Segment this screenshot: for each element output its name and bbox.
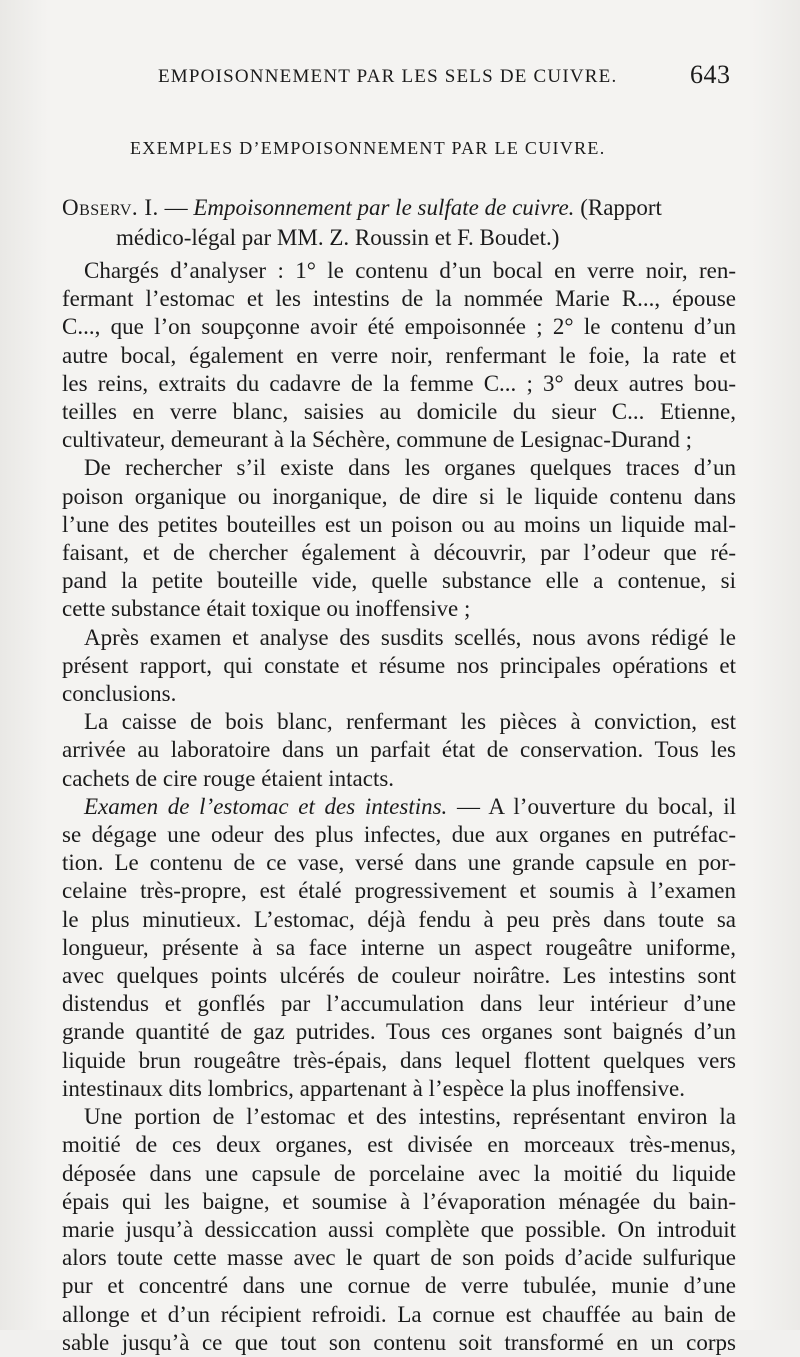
paragraph: [62, 624, 736, 709]
text-line: liquide brun rougeâtre très-épais, dans lequel flottent quelques vers: [62, 1047, 736, 1073]
paragraph: [62, 708, 736, 793]
observation-title: Empoisonnement par le sulfate de cuivre.: [193, 195, 575, 220]
text-line: longueur, présente à sa face interne un aspect rougeâtre uniforme,: [62, 934, 736, 960]
text-line: alors toute cette masse avec le quart de son poids d’acide sulfurique: [62, 1245, 736, 1271]
text-line: le plus minutieux. L’estomac, déjà fendu à peu près dans toute sa: [62, 906, 736, 932]
text-line: autre bocal, également en verre noir, renfermant le foie, la rate et: [62, 342, 736, 368]
page-number: 643: [690, 60, 731, 89]
text-line: allonge et d’un récipient refroidi. La cornue est chauffée au bain de: [62, 1301, 736, 1327]
observation-line-1: [62, 193, 736, 223]
text-line: pand la petite bouteille vide, quelle substance elle a contenue, si: [62, 568, 736, 594]
text-line: [62, 793, 736, 821]
section-heading: EXEMPLES D’EMPOISONNEMENT PAR LE CUIVRE.: [130, 138, 606, 158]
italic-lead: Examen de l’estomac et des intestins.: [84, 793, 448, 819]
paragraph: [62, 454, 736, 623]
running-head: EMPOISONNEMENT PAR LES SELS DE CUIVRE.: [158, 66, 618, 87]
text-line: tion. Le contenu de ce vase, versé dans une grande capsule en por-: [62, 850, 736, 876]
text-line: sable jusqu’à ce que tout son contenu soit transformé en un corps: [62, 1329, 736, 1355]
text-line: se dégage une odeur des plus infectes, due aux organes en putréfac-: [62, 822, 736, 848]
lead-rest: — A l’ouverture du bocal, il: [447, 793, 736, 819]
text-line: grande quantité de gaz putrides. Tous ces organes sont baignés d’un: [62, 1019, 736, 1045]
text-line: Une portion de l’estomac et des intestins, représentant environ la: [84, 1104, 736, 1130]
text-line: distendus et gonflés par l’accumulation dans leur intérieur d’une: [62, 991, 736, 1017]
text-line: Après examen et analyse des susdits scellés, nous avons rédigé le: [84, 624, 736, 650]
text-line: faisant, et de chercher également à découvrir, par l’odeur que ré-: [62, 540, 736, 566]
observation-label: Observ. I.: [62, 195, 159, 220]
observation-line1-rest: (Rapport: [574, 195, 662, 220]
text-line: conclusions.: [62, 681, 177, 707]
observation-heading: [62, 193, 736, 253]
body-text: [62, 257, 736, 1357]
text-line: teilles en verre blanc, saisies au domicile du sieur C... Etienne,: [62, 399, 736, 425]
text-line: les reins, extraits du cadavre de la femme C... ; 3° deux autres bou-: [62, 370, 736, 396]
text-line: cette substance était toxique ou inoffensive ;: [62, 596, 471, 622]
text-line: De rechercher s’il existe dans les organes quelques traces d’un: [84, 455, 736, 481]
observation-dash: —: [158, 195, 194, 220]
text-line: avec quelques points ulcérés de couleur noirâtre. Les intestins sont: [62, 963, 736, 989]
text-line: cultivateur, demeurant à la Séchère, commune de Lesignac-Durand ;: [62, 427, 693, 453]
text-line: marie jusqu’à dessiccation aussi complète que possible. On introduit: [62, 1216, 736, 1242]
text-line: épais qui les baigne, et soumise à l’évaporation ménagée du bain-: [62, 1188, 736, 1214]
text-line: poison organique ou inorganique, de dire si le liquide contenu dans: [62, 483, 736, 509]
text-line: moitié de ces deux organes, est divisée en morceaux très-menus,: [62, 1132, 736, 1158]
text-line: déposée dans une capsule de porcelaine avec la moitié du liquide: [62, 1160, 736, 1186]
text-line: intestinaux dits lombrics, appartenant à l’espèce la plus inoffensive.: [62, 1075, 685, 1101]
text-line: cachets de cire rouge étaient intacts.: [62, 765, 395, 791]
text-line: présent rapport, qui constate et résume nos principales opérations et: [62, 652, 736, 678]
text-line: l’une des petites bouteilles est un poison ou au moins un liquide mal-: [62, 511, 736, 537]
text-line: celaine très-propre, est étalé progressivement et soumis à l’examen: [62, 878, 736, 904]
text-line: Chargés d’analyser : 1° le contenu d’un bocal en verre noir, ren-: [84, 258, 736, 283]
text-line: fermant l’estomac et les intestins de la nommée Marie R..., épouse: [62, 286, 736, 312]
text-line: arrivée au laboratoire dans un parfait état de conservation. Tous les: [62, 737, 736, 763]
paragraph: [62, 257, 736, 454]
observation-line-2: médico-légal par MM. Z. Roussin et F. Boudet.): [116, 225, 560, 250]
paragraph: [62, 793, 736, 1103]
text-line: La caisse de bois blanc, renfermant les pièces à conviction, est: [84, 709, 736, 735]
paragraph: [62, 1103, 736, 1357]
text-line: C..., que l’on soupçonne avoir été empoisonnée ; 2° le contenu d’un: [62, 314, 736, 340]
text-line: pur et concentré dans une cornue de verre tubulée, munie d’une: [62, 1273, 736, 1299]
